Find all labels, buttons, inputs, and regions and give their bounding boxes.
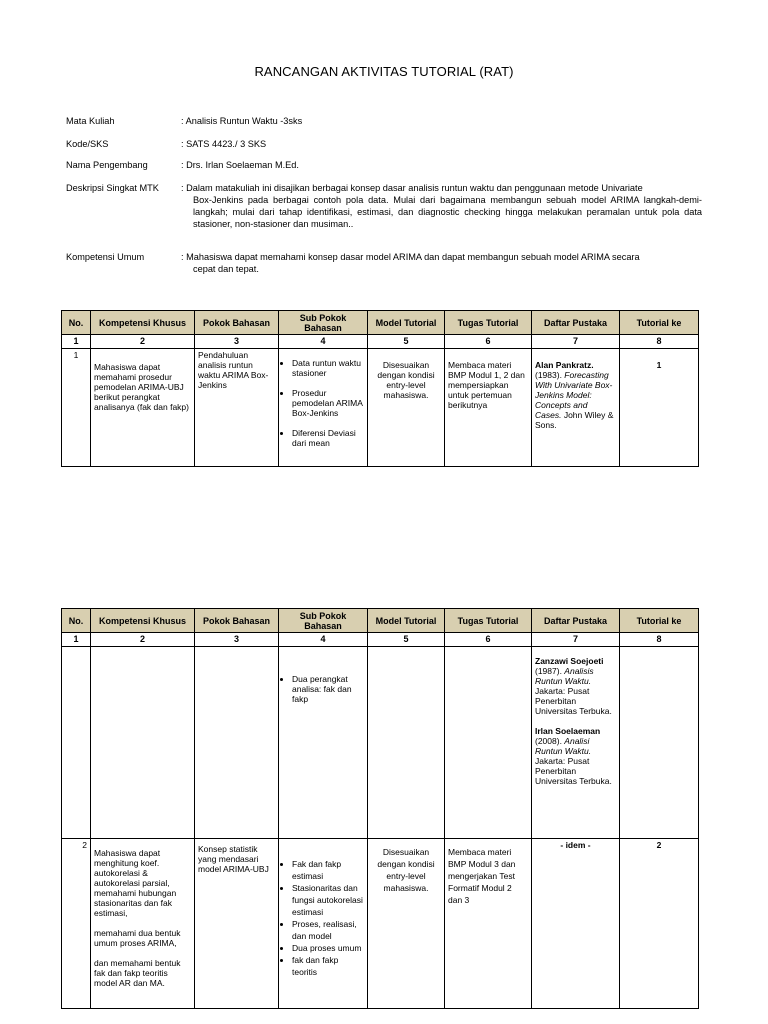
header-tutorial-ke: Tutorial ke [620,311,699,335]
rat-table-2 [61,608,699,1009]
column-number: 7 [532,335,620,349]
sub-pokok-bahasan-cell [279,647,368,839]
sub-pokok-bahasan-cell [279,839,368,1009]
value-kompetensi-rest: cepat dan tepat. [193,264,259,274]
column-number: 8 [620,633,699,647]
header-kompetensi-khusus: Kompetensi Khusus [91,609,195,633]
column-number-row [62,633,699,647]
reference-entry [535,648,616,716]
sub-pokok-list [282,358,364,448]
reference-publisher: Jakarta: Pusat Penerbitan Universitas Terbuka. [535,756,612,786]
reference-year: (2008). [535,736,565,746]
reference-publisher: John Wiley & Sons. [535,410,614,430]
tutorial-ke-value: 2 [656,840,662,850]
header-tugas-tutorial: Tugas Tutorial [445,311,532,335]
header-model-tutorial: Model Tutorial [368,311,445,335]
tutorial-ke-cell [620,349,699,467]
header-pokok-bahasan: Pokok Bahasan [195,311,279,335]
column-number: 3 [195,335,279,349]
reference-title: Analisi Runtun Waktu. [535,736,592,756]
value-kode-sks: : SATS 4423./ 3 SKS [181,139,267,149]
header-no: No. [62,609,91,633]
header-row [62,311,699,335]
label-kompetensi-umum: Kompetensi Umum [66,252,145,262]
sub-pokok-bahasan-cell [279,349,368,467]
header-pokok-bahasan: Pokok Bahasan [195,609,279,633]
daftar-pustaka-cell [532,647,620,839]
model-tutorial-text: Disesuaikan dengan kondisi entry-level mahasiswa. [377,847,435,893]
value-deskripsi-first: : Dalam matakuliah ini disajikan berbagai konsep dasar analisis runtun waktu dan penggunaan metode Univariate [181,183,643,193]
column-number: 1 [62,633,91,647]
value-kompetensi-umum [181,251,702,275]
column-number: 5 [368,335,445,349]
column-number: 2 [91,335,195,349]
table-row [62,839,699,1009]
rat-table-1 [61,310,699,467]
column-number-row [62,335,699,349]
kompetensi-khusus-cell [91,349,195,467]
list-item: • Diferensi Deviasi dari mean [292,428,364,448]
table-row [62,647,699,839]
kompetensi-khusus-cell [91,839,195,1009]
reference-author: Irlan Soelaeman [535,726,601,736]
label-deskripsi: Deskripsi Singkat MTK [66,183,159,193]
row-number: 2 [62,839,91,1009]
pokok-bahasan-cell [195,839,279,1009]
header-daftar-pustaka: Daftar Pustaka [532,311,620,335]
kompetensi-khusus-text: Mahasiswa dapat memahami prosedur pemodelan ARIMA-UBJ berikut perangkat analisanya (fak dan fakp) [94,362,189,412]
column-number: 6 [445,633,532,647]
tugas-tutorial-text: Membaca materi BMP Modul 1, 2 dan mempersiapkan untuk pertemuan berikutnya [448,360,525,410]
column-number: 4 [279,335,368,349]
kompetensi-khusus-text: dan memahami bentuk fak dan fakp teoritis model AR dan MA. [94,958,181,988]
document-title: RANCANGAN AKTIVITAS TUTORIAL (RAT) [254,64,514,79]
list-item: • Fak dan fakp estimasi [292,858,364,882]
list-item: • Dua perangkat analisa: fak dan fakp [292,674,364,704]
reference-title: Forecasting With Univariate Box-Jenkins Model: Concepts and Cases. [535,370,613,420]
header-daftar-pustaka: Daftar Pustaka [532,609,620,633]
model-tutorial-cell [368,349,445,467]
sub-pokok-list [282,648,364,704]
column-number: 5 [368,633,445,647]
daftar-pustaka-cell [532,349,620,467]
column-number: 3 [195,633,279,647]
reference-year: (1987). [535,666,565,676]
reference-title: Analisis Runtun Waktu. [535,666,594,686]
kompetensi-khusus-text: memahami dua bentuk umum proses ARIMA, [94,928,181,948]
list-item: • Prosedur pemodelan ARIMA Box-Jenkins [292,388,364,418]
tugas-tutorial-text: Membaca materi BMP Modul 3 dan mengerjakan Test Formatif Modul 2 dan 3 [448,847,516,905]
model-tutorial-cell [368,647,445,839]
tutorial-ke-cell [620,839,699,1009]
kompetensi-khusus-cell [91,647,195,839]
list-item: • Data runtun waktu stasioner [292,358,364,378]
reference-year: (1983). [535,370,565,380]
reference-idem: - idem - [560,840,591,850]
header-model-tutorial: Model Tutorial [368,609,445,633]
column-number: 7 [532,633,620,647]
list-item: • Proses, realisasi, dan model [292,918,364,942]
value-deskripsi-rest: Box-Jenkins pada berbagai contoh pola data. Mulai dari bagaimana membangun sebuah model ARIMA langkah-demi-langkah; mulai dari tahap identifikasi, estimasi, dan diagnostic checking hingga melakukan peramalan untuk pola data stasioner, non-stasioner dan musiman.. [193,195,702,229]
reference-entry [535,350,616,430]
list-item: • Dua proses umum [292,942,364,954]
value-deskripsi [181,182,702,230]
reference-publisher: Jakarta: Pusat Penerbitan Universitas Terbuka. [535,686,612,716]
column-number: 1 [62,335,91,349]
label-kode-sks: Kode/SKS [66,139,109,149]
list-item: • Stasionaritas dan fungsi autokorelasi estimasi [292,882,364,918]
pokok-bahasan-cell: Pendahuluan analisis runtun waktu ARIMA Box-Jenkins [195,349,279,467]
tugas-tutorial-cell [445,839,532,1009]
tutorial-ke-cell [620,647,699,839]
model-tutorial-cell [368,839,445,1009]
column-number: 6 [445,335,532,349]
row-number [62,647,91,839]
list-item: • fak dan fakp teoritis [292,954,364,978]
kompetensi-khusus-text: Mahasiswa dapat menghitung koef. autokorelasi & autokorelasi parsial, memahami hubungan stasionaritas dan fak estimasi, [94,848,177,918]
column-number: 2 [91,633,195,647]
reference-author: Zanzawi Soejoeti [535,656,604,666]
label-pengembang: Nama Pengembang [66,160,148,170]
header-tutorial-ke: Tutorial ke [620,609,699,633]
tugas-tutorial-cell [445,647,532,839]
reference-entry [535,716,616,786]
column-number: 4 [279,633,368,647]
tutorial-ke-value: 1 [656,360,662,370]
reference-author: Alan Pankratz. [535,360,594,370]
value-mata-kuliah: : Analisis Runtun Waktu -3sks [181,116,303,126]
daftar-pustaka-cell [532,839,620,1009]
row-number: 1 [62,349,91,467]
sub-pokok-list [282,840,364,978]
value-pengembang: : Drs. Irlan Soelaeman M.Ed. [181,160,299,170]
header-sub-pokok-bahasan: Sub Pokok Bahasan [279,609,368,633]
pokok-bahasan-text: Konsep statistik yang mendasari model ARIMA-UBJ [198,844,269,874]
header-kompetensi-khusus: Kompetensi Khusus [91,311,195,335]
header-row [62,609,699,633]
header-no: No. [62,311,91,335]
header-sub-pokok-bahasan: Sub Pokok Bahasan [279,311,368,335]
value-kompetensi-first: : Mahasiswa dapat memahami konsep dasar model ARIMA dan dapat membangun sebuah model ARIMA secara [181,252,640,262]
model-tutorial-text: Disesuaikan dengan kondisi entry-level mahasiswa. [377,360,435,400]
tugas-tutorial-cell [445,349,532,467]
label-mata-kuliah: Mata Kuliah [66,116,115,126]
header-tugas-tutorial: Tugas Tutorial [445,609,532,633]
table-row [62,349,699,467]
pokok-bahasan-cell [195,647,279,839]
column-number: 8 [620,335,699,349]
